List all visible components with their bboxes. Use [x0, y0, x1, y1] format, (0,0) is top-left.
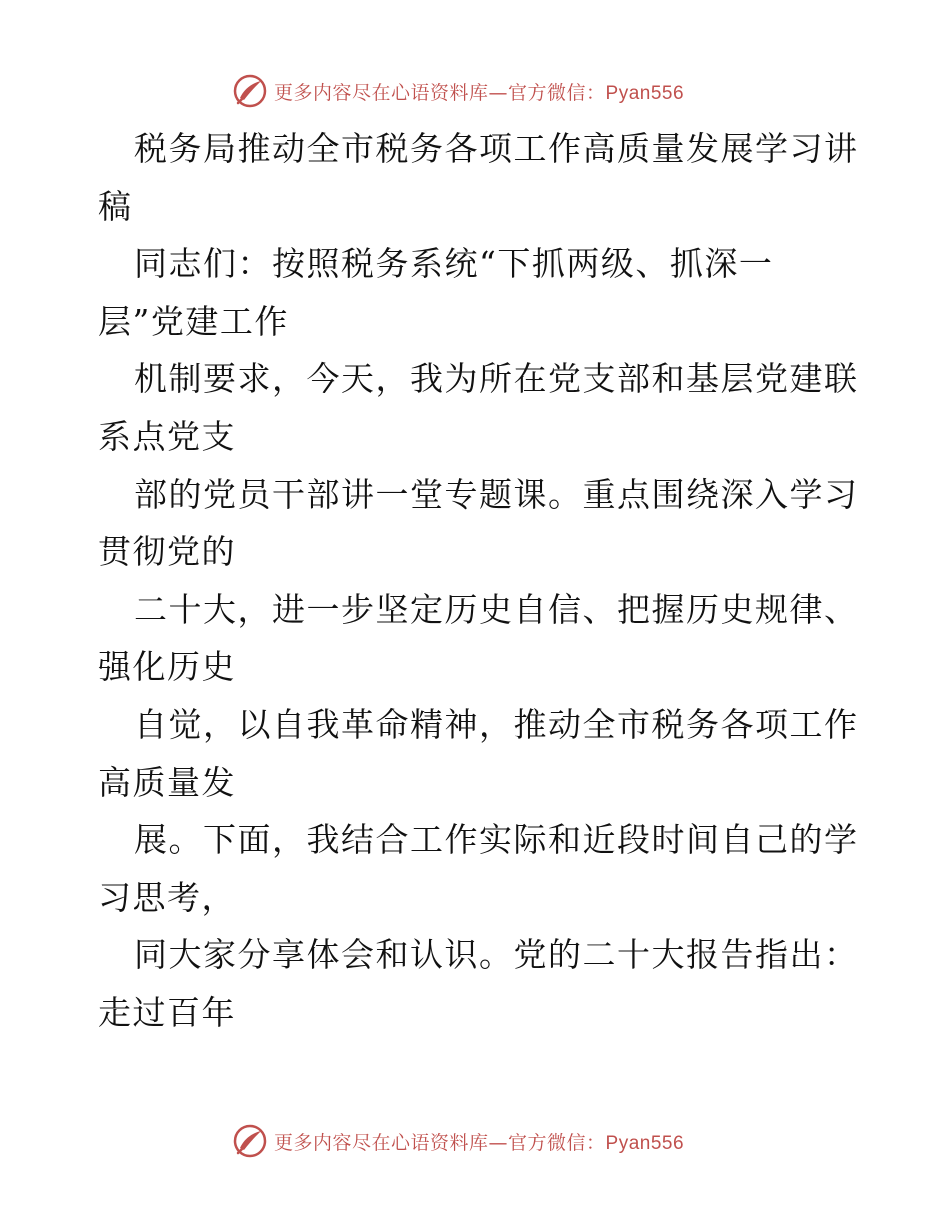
text-line: 稿 [98, 186, 133, 226]
pen-logo-icon [232, 73, 268, 109]
document-body [98, 120, 858, 1042]
text-line: 二十大，进一步坚定历史自信、把握历史规律、 [134, 589, 859, 629]
text-line: 税务局推动全市税务各项工作高质量发展学习讲 [134, 129, 859, 168]
text-line: 高质量发 [98, 762, 236, 802]
text-line: 强化历史 [98, 647, 236, 687]
text-line: 习思考， [98, 877, 236, 917]
text-line: 同大家分享体会和认识。党的二十大报告指出： [134, 935, 859, 975]
text-line: 机制要求，今天，我为所在党支部和基层党建联 [134, 359, 859, 399]
text-line: 贯彻党的 [98, 532, 236, 572]
text-line: 自觉，以自我革命精神，推动全市税务各项工作 [134, 704, 859, 744]
watermark-text: 更多内容尽在心语资料库—官方微信：Pyan556 [274, 81, 685, 104]
text-line: 部的党员干部讲一堂专题课。重点围绕深入学习 [134, 474, 859, 514]
watermark-text: 更多内容尽在心语资料库—官方微信：Pyan556 [274, 1131, 685, 1154]
footer-watermark [232, 1121, 732, 1161]
text-line: 展。下面，我结合工作实际和近段时间自己的学 [134, 820, 859, 860]
text-line: 同志们：按照税务系统“下抓两级、抓深一 [134, 244, 774, 284]
text-line: 系点党支 [98, 416, 236, 456]
text-line: 走过百年 [98, 992, 236, 1032]
header-watermark [232, 71, 732, 111]
text-line: 层”党建工作 [98, 301, 289, 341]
pen-logo-icon [232, 1123, 268, 1159]
